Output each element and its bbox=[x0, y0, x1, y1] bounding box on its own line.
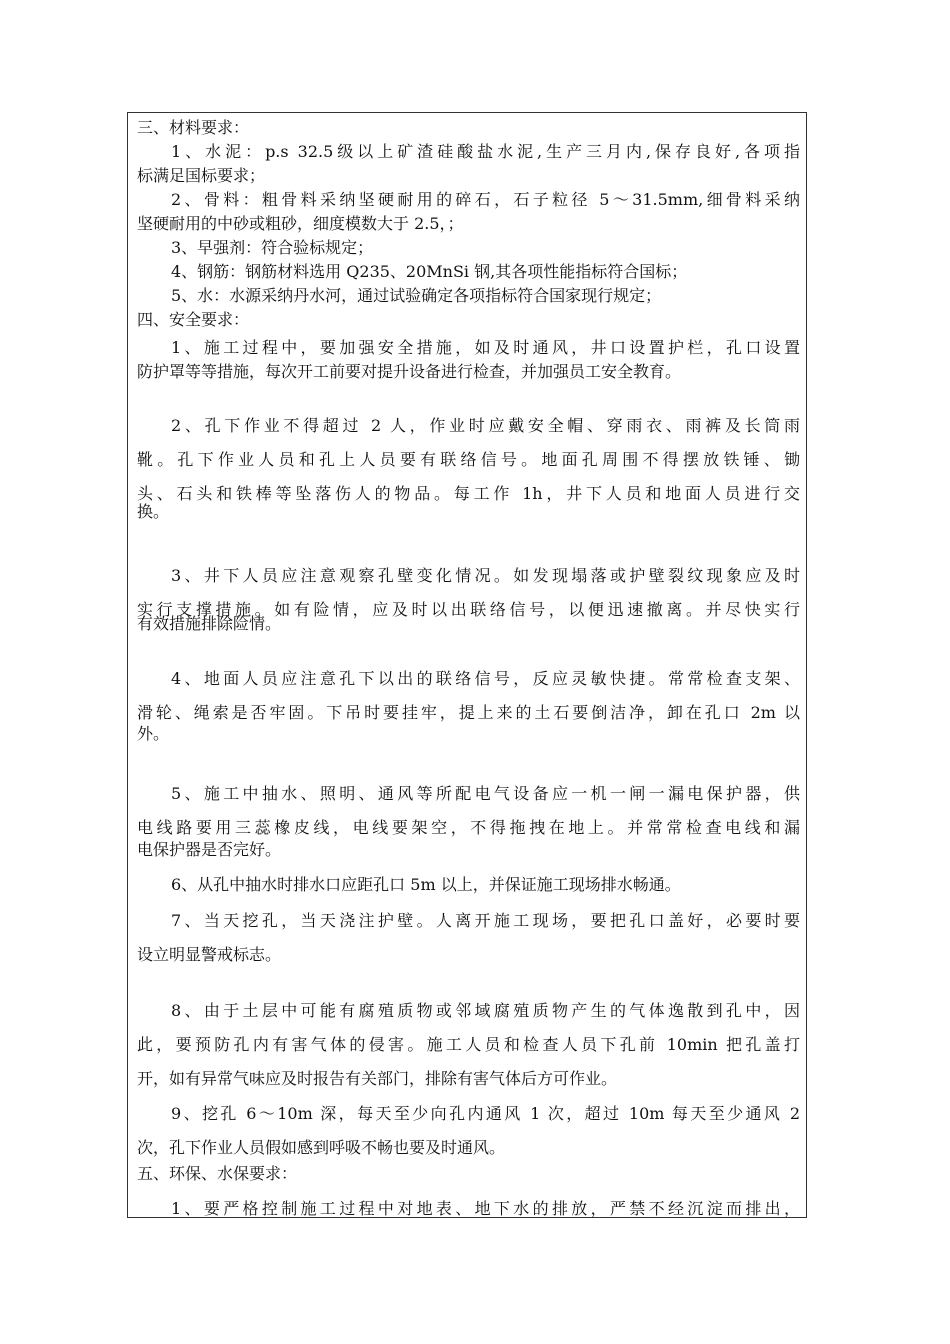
text-line: 此，要预防孔内有害气体的侵害。施工人员和检查人员下孔前 10min 把孔盖打 bbox=[137, 1035, 800, 1054]
text-line: 头、石头和铁棒等坠落伤人的物品。每工作 1h，井下人员和地面人员进行交 bbox=[137, 484, 800, 503]
text-line: 靴。孔下作业人员和孔上人员要有联络信号。地面孔周围不得摆放铁锤、锄 bbox=[137, 450, 800, 469]
text-line: 设立明显警戒标志。 bbox=[137, 945, 282, 964]
text-line: 三、材料要求： bbox=[137, 118, 250, 137]
text-line: 外。 bbox=[137, 724, 170, 743]
text-line: 7、当天挖孔，当天浇注护壁。人离开施工现场，要把孔口盖好，必要时要 bbox=[171, 911, 800, 930]
text-line: 次，孔下作业人员假如感到呼吸不畅也要及时通风。 bbox=[137, 1138, 506, 1157]
text-line: 3、井下人员应注意观察孔壁变化情况。如发现塌落或护壁裂纹现象应及时 bbox=[171, 566, 800, 585]
text-line: 有效措施排除险情。 bbox=[137, 614, 282, 633]
text-line: 6、从孔中抽水时排水口应距孔口 5m 以上，并保证施工现场排水畅通。 bbox=[171, 875, 681, 894]
text-line: 9、挖孔 6～10m 深，每天至少向孔内通风 1 次，超过 10m 每天至少通风 2 bbox=[171, 1104, 800, 1123]
text-line: 开，如有异常气味应及时报告有关部门，排除有害气体后方可作业。 bbox=[137, 1069, 618, 1088]
text-line: 四、安全要求： bbox=[137, 310, 250, 329]
text-line: 坚硬耐用的中砂或粗砂，细度模数大于 2.5，； bbox=[137, 214, 464, 233]
text-line: 5、施工中抽水、照明、通风等所配电气设备应一机一闸一漏电保护器，供 bbox=[171, 784, 800, 803]
text-line: 3、早强剂：符合验标规定； bbox=[171, 238, 374, 257]
text-line: 实行支撑措施。如有险情，应及时以出联络信号，以便迅速撤离。并尽快实行 bbox=[137, 600, 800, 619]
text-line: 4、钢筋：钢筋材料选用 Q235、20MnSi 钢,其各项性能指标符合国标； bbox=[171, 262, 688, 281]
text-line: 2、骨料：粗骨料采纳坚硬耐用的碎石，石子粒径 5～31.5mm,细骨料采纳 bbox=[171, 190, 800, 209]
text-line: 1、水泥：p.s 32.5级以上矿渣硅酸盐水泥,生产三月内,保存良好,各项指 bbox=[171, 142, 800, 161]
text-line: 防护罩等等措施，每次开工前要对提升设备进行检查，并加强员工安全教育。 bbox=[137, 362, 682, 381]
text-line: 4、地面人员应注意孔下以出的联络信号，反应灵敏快捷。常常检查支架、 bbox=[171, 669, 800, 688]
text-line: 1、施工过程中，要加强安全措施，如及时通风，井口设置护栏，孔口设置 bbox=[171, 338, 800, 357]
text-line: 滑轮、绳索是否牢固。下吊时要挂牢，提上来的土石要倒洁净，卸在孔口 2m 以 bbox=[137, 703, 800, 722]
text-line: 2、孔下作业不得超过 2 人，作业时应戴安全帽、穿雨衣、雨裤及长筒雨 bbox=[171, 416, 800, 435]
text-line: 5、水：水源采纳丹水河，通过试验确定各项指标符合国家现行规定； bbox=[171, 286, 662, 305]
text-line: 8、由于土层中可能有腐殖质物或邻域腐殖质物产生的气体逸散到孔中，因 bbox=[171, 1001, 800, 1020]
text-line: 1、要严格控制施工过程中对地表、地下水的排放，严禁不经沉淀而排出， bbox=[171, 1199, 800, 1218]
text-line: 标满足国标要求； bbox=[137, 166, 266, 185]
text-line: 电线路要用三蕊橡皮线，电线要架空，不得拖拽在地上。并常常检查电线和漏 bbox=[137, 818, 800, 837]
text-line: 五、环保、水保要求： bbox=[137, 1164, 298, 1183]
text-line: 电保护器是否完好。 bbox=[137, 840, 282, 859]
text-line: 换。 bbox=[137, 502, 170, 521]
